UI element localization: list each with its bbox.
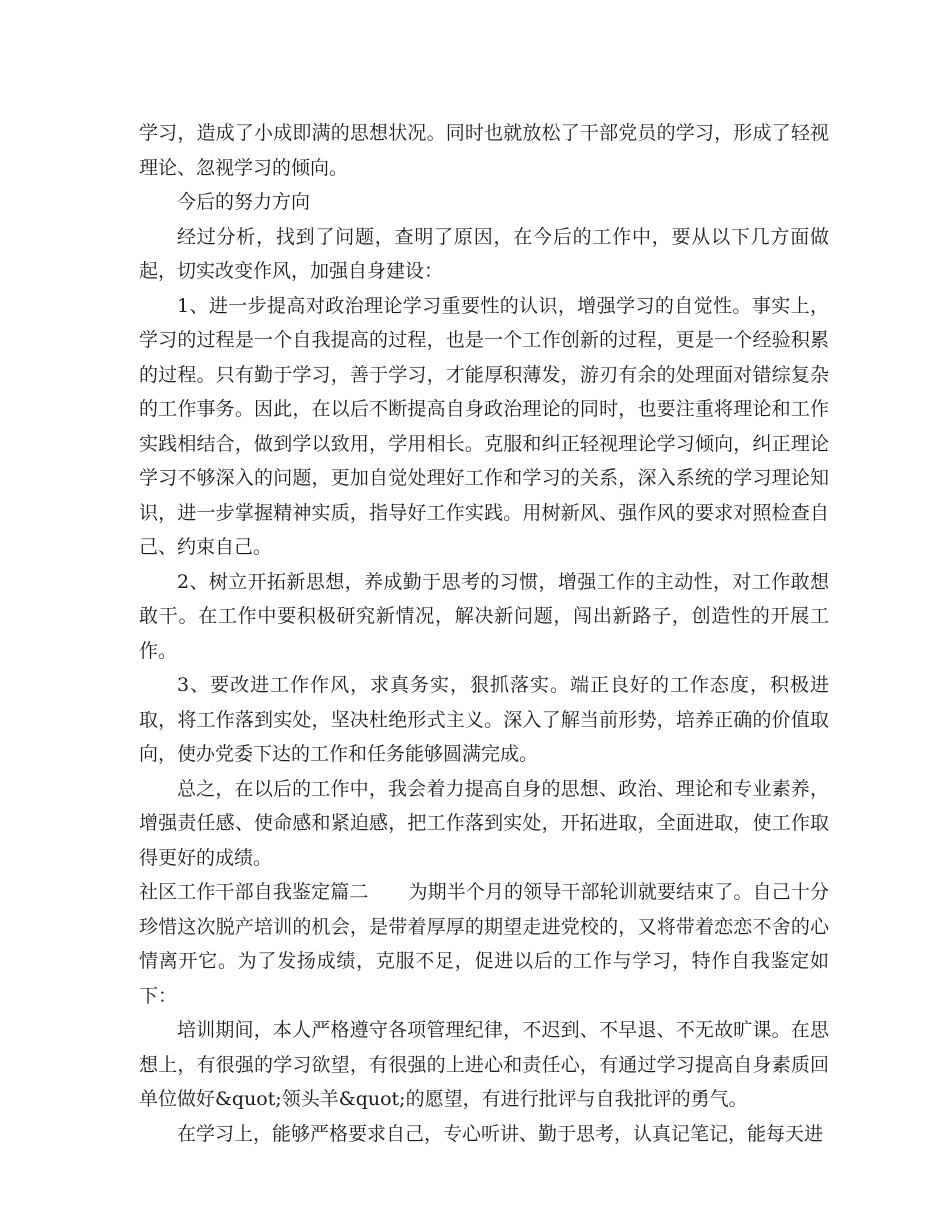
paragraph-training: 培训期间，本人严格遵守各项管理纪律，不迟到、不早退、不无故旷课。在思想上，有很强的学习欲望，有很强的上进心和责任心，有通过学习提高自身素质回单位做好&quot;领头羊&quot;的愿望，有进行批评与自我批评的勇气。 <box>139 1019 829 1110</box>
paragraph-point-3: 3、要改进工作作风，求真务实，狠抓落实。端正良好的工作态度，积极进取，将工作落到实处，坚决杜绝形式主义。深入了解当前形势，培养正确的价值取向，使办党委下达的工作和任务能够圆满完成。 <box>139 674 829 765</box>
paragraph-summary: 总之，在以后的工作中，我会着力提高自身的思想、政治、理论和专业素养，增强责任感、使命感和紧迫感，把工作落到实处，开拓进取，全面进取，使工作取得更好的成绩。 <box>139 777 829 869</box>
section-2-text: 为期半个月的领导干部轮训就要结束了。自己十分珍惜这次脱产培训的机会，是带着厚厚的期望走进党校的，又将带着恋恋不舍的心情离开它。为了发扬成绩，克服不足，促进以后的工作与学习，特作自我鉴定如下： <box>139 881 829 1007</box>
paragraph-analysis: 经过分析，找到了问题，查明了原因，在今后的工作中，要从以下几方面做起，切实改变作风，加强自身建设： <box>139 225 829 282</box>
paragraph-1: 学习，造成了小成即满的思想状况。同时也就放松了干部党员的学习，形成了轻视理论、忽视学习的倾向。 <box>139 122 829 179</box>
paragraph-point-2: 2、树立开拓新思想，养成勤于思考的习惯，增强工作的主动性，对工作敢想敢干。在工作中要积极研究新情况，解决新问题，闯出新路子，创造性的开展工作。 <box>139 570 829 662</box>
section-2-intro <box>139 875 829 1013</box>
section-2-title: 社区工作干部自我鉴定篇二 <box>139 881 369 903</box>
document-body <box>139 116 829 1151</box>
heading-future-direction: 今后的努力方向 <box>177 191 311 213</box>
paragraph-study: 在学习上，能够严格要求自己，专心听讲、勤于思考，认真记笔记，能每天进 <box>177 1122 824 1145</box>
paragraph-point-1: 1、进一步提高对政治理论学习重要性的认识，增强学习的自觉性。事实上，学习的过程是一个自我提高的过程，也是一个工作创新的过程，更是一个经验积累的过程。只有勤于学习，善于学习，才能厚积薄发，游刃有余的处理面对错综复杂的工作事务。因此，在以后不断提高自身政治理论的同时，也要注重将理论和工作实践相结合，做到学以致用，学用相长。克服和纠正轻视理论学习倾向，纠正理论学习不够深入的问题，更加自觉处理好工作和学习的关系，深入系统的学习理论知识，进一步掌握精神实质，指导好工作实践。用树新风、强作风的要求对照检查自己、约束自己。 <box>139 294 829 558</box>
